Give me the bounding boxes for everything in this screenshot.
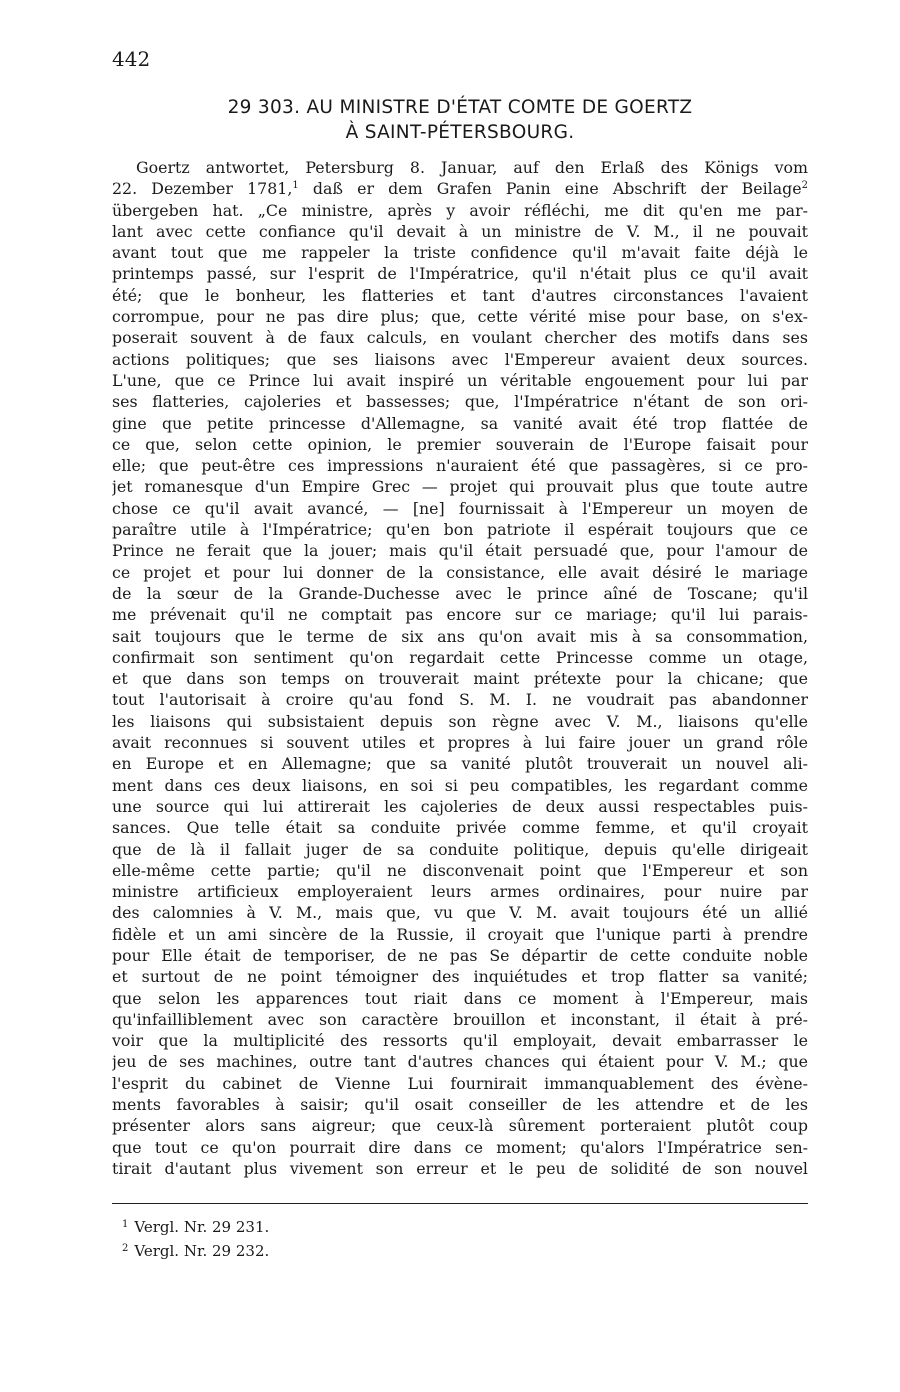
text-line: pour Elle était de temporiser, de ne pas Se départir de cette conduite noble	[112, 945, 808, 965]
text-line: ce projet et pour lui donner de la consistance, elle avait désiré le mariage	[112, 562, 808, 582]
text-line: été; que le bonheur, les flatteries et tant d'autres circonstances l'avaient	[112, 285, 808, 305]
text-line: chose ce qu'il avait avancé, — [ne] fournissait à l'Empereur un moyen de	[112, 498, 808, 518]
page-number: 442	[112, 47, 151, 71]
text-line: 22. Dezember 1781,$^1$ daß er dem Grafen Panin eine Abschrift der Beilage$^2$	[112, 179, 808, 199]
text-line: les liaisons qui subsistaient depuis son règne avec V. M., liaisons qu'elle	[112, 711, 808, 731]
heading-line-1: 29 303. AU MINISTRE D'ÉTAT COMTE DE GOERTZ	[227, 97, 693, 118]
text-line: que de là il fallait juger de sa conduite politique, depuis qu'elle dirigeait	[112, 839, 808, 859]
text-line: jeu de ses machines, outre tant d'autres chances qui étaient pour V. M.; que	[112, 1052, 808, 1072]
text-line: ment dans ces deux liaisons, en soi si peu compatibles, les regardant comme	[112, 775, 808, 795]
text-line: Prince ne ferait que la jouer; mais qu'il était persuadé que, pour l'amour de	[112, 541, 808, 561]
text-line: tirait d'autant plus vivement son erreur et le peu de solidité de son nouvel	[112, 1158, 808, 1178]
text-line: ministre artificieux employeraient leurs armes ordinaires, pour nuire par	[112, 882, 808, 902]
text-line: paraître utile à l'Impératrice; qu'en bon patriote il espérait toujours que ce	[112, 520, 808, 540]
text-line: ments favorables à saisir; qu'il osait conseiller de les attendre et de les	[112, 1095, 808, 1115]
text-line: en Europe et en Allemagne; que sa vanité plutôt trouverait un nouvel ali-	[112, 754, 808, 774]
footnote-divider	[112, 1203, 808, 1204]
footnote-mark: 1	[122, 1219, 129, 1230]
footnotes	[112, 1214, 808, 1262]
text-line: printemps passé, sur l'esprit de l'Impératrice, qu'il n'était plus ce qu'il avait	[112, 264, 808, 284]
text-line: jet romanesque d'un Empire Grec — projet qui prouvait plus que toute autre	[112, 477, 808, 497]
text-line: l'esprit du cabinet de Vienne Lui fournirait immanquablement des évène-	[112, 1073, 808, 1093]
footnote-reference: 2	[801, 180, 808, 192]
text-line: elle-même cette partie; qu'il ne disconvenait point que l'Empereur et son	[112, 860, 808, 880]
document-heading	[112, 95, 808, 145]
text-line: lant avec cette confiance qu'il devait à un ministre de V. M., il ne pouvait	[112, 221, 808, 241]
text-line: une source qui lui attirerait les cajoleries de deux aussi respectables puis-	[112, 796, 808, 816]
text-line: poserait souvent à de faux calculs, en voulant chercher des motifs dans ses	[112, 328, 808, 348]
text-line: avant tout que me rappeler la triste confidence qu'il m'avait faite déjà le	[112, 243, 808, 263]
text-line: que selon les apparences tout riait dans ce moment à l'Empereur, mais	[112, 988, 808, 1008]
footnote	[112, 1214, 808, 1238]
text-line: L'une, que ce Prince lui avait inspiré un véritable engouement pour lui par	[112, 370, 808, 390]
text-line: übergeben hat. „Ce ministre, après y avoir réfléchi, me dit qu'en me par-	[112, 200, 808, 220]
body-text	[112, 157, 808, 1179]
text-line: tout l'autorisait à croire qu'au fond S. M. I. ne voudrait pas abandonner	[112, 690, 808, 710]
text-line: que tout ce qu'on pourrait dire dans ce moment; qu'alors l'Impératrice sen-	[112, 1137, 808, 1157]
footnote-text: Vergl. Nr. 29 232.	[134, 1242, 270, 1260]
heading-line-2: À SAINT-PÉTERSBOURG.	[345, 122, 575, 143]
text-line: me prévenait qu'il ne comptait pas encore sur ce mariage; qu'il lui parais-	[112, 605, 808, 625]
text-line: de la sœur de la Grande-Duchesse avec le prince aîné de Toscane; qu'il	[112, 583, 808, 603]
footnote-reference: 1	[292, 180, 299, 192]
text-line: sait toujours que le terme de six ans qu'on avait mis à sa consommation,	[112, 626, 808, 646]
text-line: Goertz antwortet, Petersburg 8. Januar, auf den Erlaß des Königs vom	[136, 158, 808, 177]
text-line: présenter alors sans aigreur; que ceux-là sûrement porteraient plutôt coup	[112, 1116, 808, 1136]
footnote-mark: 2	[122, 1243, 129, 1254]
text-line: fidèle et un ami sincère de la Russie, il croyait que l'unique parti à prendre	[112, 924, 808, 944]
text-line: voir que la multiplicité des ressorts qu'il employait, devait embarrasser le	[112, 1031, 808, 1051]
text-line: et surtout de ne point témoigner des inquiétudes et trop flatter sa vanité;	[112, 967, 808, 987]
text-line: confirmait son sentiment qu'on regardait cette Princesse comme un otage,	[112, 647, 808, 667]
text-line: actions politiques; que ses liaisons avec l'Empereur avaient deux sources.	[112, 349, 808, 369]
text-line: ses flatteries, cajoleries et bassesses; que, l'Impératrice n'étant de son ori-	[112, 392, 808, 412]
text-line: gine que petite princesse d'Allemagne, sa vanité avait été trop flattée de	[112, 413, 808, 433]
text-line: elle; que peut-être ces impressions n'auraient été que passagères, si ce pro-	[112, 456, 808, 476]
footnote-text: Vergl. Nr. 29 231.	[134, 1218, 270, 1236]
text-line: et que dans son temps on trouverait maint prétexte pour la chicane; que	[112, 669, 808, 689]
text-line: des calomnies à V. M., mais que, vu que V. M. avait toujours été un allié	[112, 903, 808, 923]
footnote	[112, 1238, 808, 1262]
text-line: avait reconnues si souvent utiles et propres à lui faire jouer un grand rôle	[112, 733, 808, 753]
text-line: corrompue, pour ne pas dire plus; que, cette vérité mise pour base, on s'ex-	[112, 307, 808, 327]
text-line: ce que, selon cette opinion, le premier souverain de l'Europe faisait pour	[112, 434, 808, 454]
text-line: sances. Que telle était sa conduite privée comme femme, et qu'il croyait	[112, 818, 808, 838]
text-line: qu'infailliblement avec son caractère brouillon et inconstant, il était à pré-	[112, 1009, 808, 1029]
